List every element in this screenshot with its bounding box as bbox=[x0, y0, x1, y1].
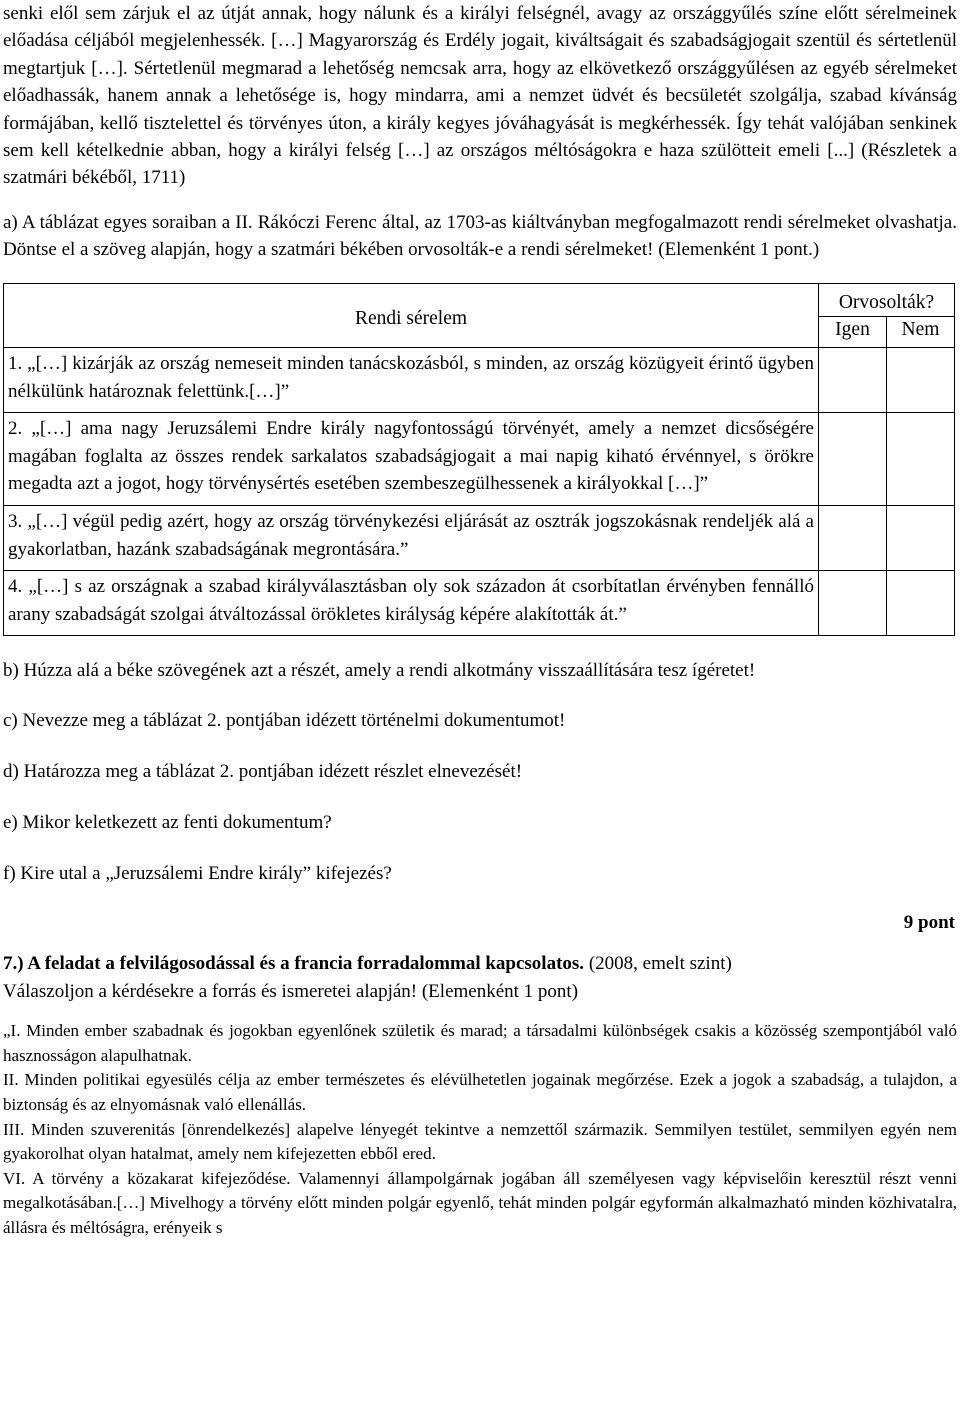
answer-yes-2[interactable] bbox=[819, 413, 887, 506]
answer-yes-3[interactable] bbox=[819, 506, 887, 571]
article-2: II. Minden politikai egyesülés célja az ember természetes és elévülhetetlen jogainak megőrzése. Ezek a jogok a szabadság, a tulajdon, a biztonság és az elnyomásnak való ellenállás. bbox=[3, 1070, 957, 1114]
article-6: VI. A törvény a közakarat kifejeződése. Valamennyi állampolgárnak jogában áll személyesen vagy képviselőin keresztül részt venni megalkotásában.[…] Mivelhogy a törvény előtt minden polgár egyenlő, tehát minden polgár egyformán alkalmazható minden közhivatalra, állásra és méltóságra, erényeik s bbox=[3, 1168, 957, 1237]
question-c: c) Nevezze meg a táblázat 2. pontjában idézett történelmi dokumentumot! bbox=[3, 710, 566, 732]
task-7-source-note: (2008, emelt szint) bbox=[584, 953, 732, 975]
task-7-header bbox=[3, 950, 957, 1005]
grievance-table bbox=[3, 283, 955, 636]
answer-no-4[interactable] bbox=[887, 571, 955, 636]
table-header-row bbox=[4, 284, 955, 317]
header-yes: Igen bbox=[819, 317, 887, 348]
table-row bbox=[4, 571, 955, 636]
task-7-title: 7.) A feladat a felvilágosodással és a francia forradalommal kapcsolatos. bbox=[3, 953, 585, 975]
answer-yes-4[interactable] bbox=[819, 571, 887, 636]
header-grievance: Rendi sérelem bbox=[4, 284, 819, 348]
grievance-2: 2. „[…] ama nagy Jeruzsálemi Endre király nagyfontosságú törvényét, amely a nemzet dicsőségére magában foglalta az összes rendek sarkalatos szabadságjogait a mai napig kiható érvénnyel, s örökre megadta azt a jogot, hogy törvénysértés esetében szembeszegülhessenek a királyokkal […]” bbox=[4, 413, 819, 506]
peace-treaty-excerpt: senki elől sem zárjuk el az útját annak, hogy nálunk és a királyi felségnél, avagy az országgyűlés színe előtt sérelmeinek előadása céljából megjelenhessék. […] Magyarország és Erdély jogait, kiváltságait és szabadságjogait szentül és sértetlenül megtartjuk […]. Sértetlenül megmarad a lehetőség nemcsak arra, hogy az elkövetkező országgyűlésen az egyéb sérelmeket előadhassák, hanem annak a lehetősége is, hogy mindarra, ami a nemzet üdvét és becsületét szolgálja, szabad kívánság formájában, kellő tisztelettel és törvényes úton, a király kegyes jóváhagyását is megkérhessék. Így tehát valójában senkinek sem kell kételkednie abban, hogy a királyi felség […] az országos méltóságokra e haza szülötteit emeli [...] (Részletek a szatmári békéből, 1711) bbox=[3, 3, 957, 189]
answer-yes-1[interactable] bbox=[819, 348, 887, 413]
question-b: b) Húzza alá a béke szövegének azt a részét, amely a rendi alkotmány visszaállítására tesz ígéretet! bbox=[3, 660, 756, 682]
article-1: „I. Minden ember szabadnak és jogokban egyenlőnek születik és marad; a társadalmi különbségek csakis a közösség szempontjából való hasznosságon alapulhatnak. bbox=[3, 1021, 957, 1065]
table-row bbox=[4, 413, 955, 506]
question-e: e) Mikor keletkezett az fenti dokumentum? bbox=[3, 812, 332, 834]
question-a: a) A táblázat egyes soraiban a II. Rákóczi Ferenc által, az 1703-as kiáltványban megfogalmazott rendi sérelmeket olvashatja. Döntse el a szöveg alapján, hogy a szatmári békében orvosolták-e a rendi sérelmeket! (Elemenként 1 pont.) bbox=[3, 211, 957, 261]
answer-no-1[interactable] bbox=[887, 348, 955, 413]
table-row bbox=[4, 348, 955, 413]
grievance-1: 1. „[…] kizárják az ország nemeseit minden tanácskozásból, s minden, az ország közügyeit érintő ügyben nélkülünk határoznak felettünk.[…]” bbox=[4, 348, 819, 413]
question-d: d) Határozza meg a táblázat 2. pontjában idézett részlet elnevezését! bbox=[3, 761, 523, 783]
score-label: 9 pont bbox=[903, 912, 955, 934]
answer-no-2[interactable] bbox=[887, 413, 955, 506]
article-3: III. Minden szuverenitás [önrendelkezés] alapelve lényegét tekintve a nemzettől származik. Semmilyen testület, semmilyen egyén nem gyakorolhat olyan hatalmat, amely nem kifejezetten ebből ered. bbox=[3, 1119, 957, 1164]
task-7-instruction: Válaszoljon a kérdésekre a forrás és ismeretei alapján! (Elemenként 1 pont) bbox=[3, 980, 579, 1002]
document-page bbox=[3, 0, 957, 1241]
grievance-4: 4. „[…] s az országnak a szabad királyválasztásban oly sok századon át csorbítatlan érvényben fennálló arany szabadságát szolgai átváltozással örökletes királyság képére alakították át.” bbox=[4, 571, 819, 636]
table-row bbox=[4, 506, 955, 571]
header-no: Nem bbox=[887, 317, 955, 348]
question-f: f) Kire utal a „Jeruzsálemi Endre király” kifejezés? bbox=[3, 863, 392, 885]
grievance-3: 3. „[…] végül pedig azért, hogy az ország törvénykezési eljárását az osztrák jogszokásnak rendeljék alá a gyakorlatban, hazánk szabadságának megrontására.” bbox=[4, 506, 819, 571]
header-remedied: Orvosolták? bbox=[819, 284, 955, 317]
answer-no-3[interactable] bbox=[887, 506, 955, 571]
declaration-source bbox=[3, 1019, 957, 1240]
